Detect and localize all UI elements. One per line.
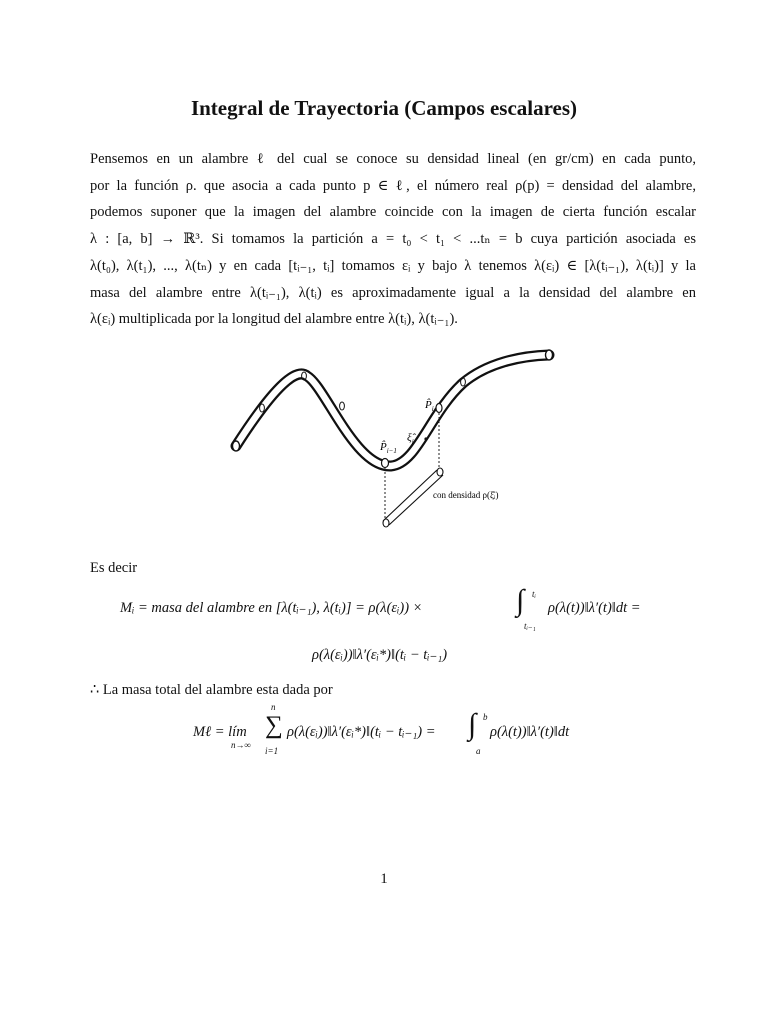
- eq3-right: ρ(λ(t))‖λ′(t)‖dt: [490, 724, 570, 740]
- equation-approx: ρ(λ(εᵢ))‖λ′(εᵢ*)‖(tᵢ − tᵢ₋₁): [312, 647, 448, 663]
- segment-marker-p: [436, 404, 442, 413]
- page-number: 1: [380, 871, 388, 887]
- eq3-integral-upper: b: [483, 712, 488, 722]
- therefore-text: ∴ La masa total del alambre esta dada por: [90, 682, 333, 698]
- eq1-left: Mᵢ = masa del alambre en [λ(tᵢ₋₁), λ(tᵢ)] = ρ(λ(εᵢ)) ×: [120, 600, 423, 616]
- paragraph-line: λ(εᵢ) multiplicada por la longitud del alambre entre λ(tᵢ), λ(tᵢ₋₁).: [90, 311, 458, 328]
- eq3-sum-upper: n: [271, 702, 276, 712]
- wire-end-cap-right: [546, 350, 553, 360]
- equation-mass-segment: [120, 600, 422, 617]
- eq3-integral-sign: ∫: [468, 708, 477, 741]
- eq1-lower-limit: tᵢ₋₁: [524, 621, 536, 631]
- eq3-left: Mℓ = lím: [193, 724, 247, 740]
- label-xi: $\xî_i$: [407, 432, 414, 446]
- eq3-middle: ρ(λ(εᵢ))‖λ′(εᵢ*)‖(tᵢ − tᵢ₋₁) =: [287, 724, 436, 740]
- sample-point: [424, 437, 427, 440]
- segment-marker-p-prev: [382, 459, 389, 468]
- eq3-sum-sign: ∑: [265, 712, 283, 739]
- wire-end-cap-left: [233, 441, 240, 451]
- label-density: con densidad ρ(ξ̂ᵢ): [433, 490, 499, 500]
- eq1-integral-sign: ∫: [516, 584, 525, 617]
- eq3-limit-subscript: n→∞: [231, 740, 251, 750]
- intro-paragraph: [90, 146, 696, 333]
- label-p: $P̂_i$: [425, 399, 434, 413]
- wire-figure: [225, 338, 561, 536]
- paragraph-line: por la función ρ. que asocia a cada punto p ∈ ℓ, el número real ρ(p) = densidad del alambre,: [90, 177, 696, 194]
- eq1-upper-limit: tᵢ: [532, 589, 536, 599]
- paragraph-line: podemos suponer que la imagen del alambre coincide con la imagen de cierta función escalar: [90, 204, 696, 221]
- paragraph-line: Pensemos en un alambre ℓ del cual se conoce su densidad lineal (en gr/cm) en cada punto,: [90, 151, 696, 167]
- paragraph-line: masa del alambre entre λ(tᵢ₋₁), λ(tᵢ) es aproximadamente igual a la densidad del alambre en: [90, 284, 696, 301]
- eq3-sum-lower: i=1: [265, 746, 279, 756]
- eq3-integral-lower: a: [476, 746, 481, 756]
- page-title: Integral de Trayectoria (Campos escalares): [190, 96, 578, 120]
- paragraph-line: λ : [a, b] → ℝ³. Si tomamos la partición a = t₀ < t₁ < ...tₙ = b cuya partición asociada es: [90, 231, 696, 248]
- eq1-right: ρ(λ(t))‖λ′(t)‖dt =: [548, 600, 641, 616]
- paragraph-line: λ(t₀), λ(t₁), ..., λ(tₙ) y en cada [tᵢ₋₁, tᵢ] tomamos εᵢ y bajo λ tenemos λ(εᵢ) ∈ [λ(tᵢ₋₁), λ(tᵢ)] y la: [90, 257, 696, 274]
- es-decir-text: Es decir: [90, 560, 138, 576]
- label-p-prev: $P̂_{i-1}$: [380, 441, 397, 455]
